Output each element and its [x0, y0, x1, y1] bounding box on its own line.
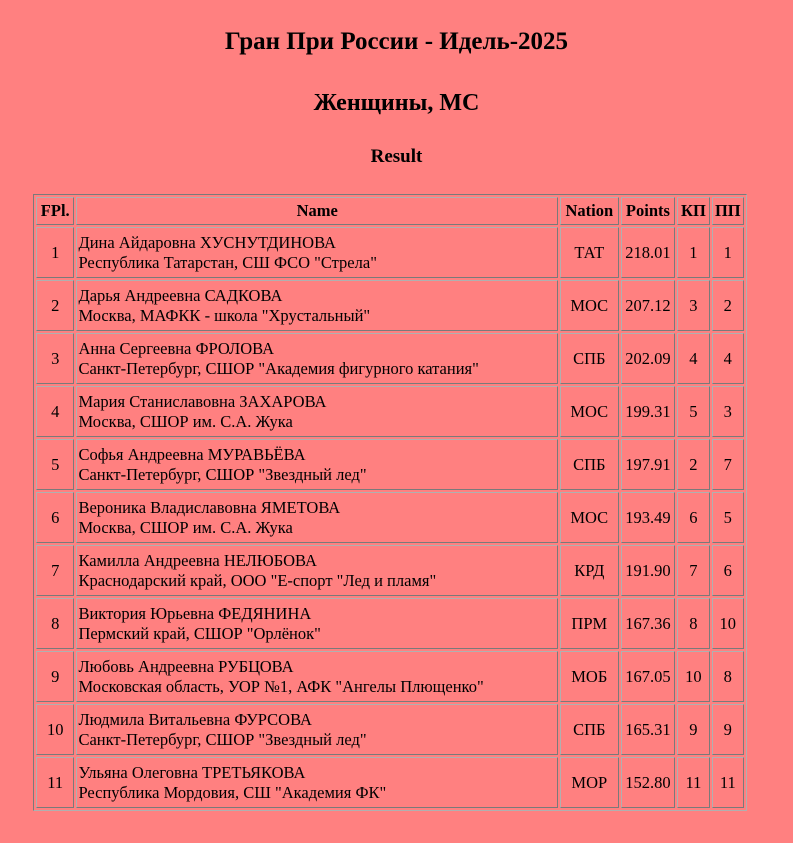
- cell-name: [76, 333, 558, 384]
- section-title: Result: [370, 146, 423, 167]
- skater-name: Софья Андреевна МУРАВЬЁВА: [78, 444, 306, 464]
- cell-pp: 6: [712, 545, 744, 596]
- cell-points: 193.49: [621, 492, 676, 543]
- cell-nation: СПБ: [560, 704, 619, 755]
- cell-kp: 9: [677, 704, 709, 755]
- cell-nation: КРД: [560, 545, 619, 596]
- cell-nation: ПРМ: [560, 598, 619, 649]
- cell-name: [76, 439, 558, 490]
- table-row: [36, 439, 744, 490]
- cell-name: [76, 386, 558, 437]
- cell-pp: 5: [712, 492, 744, 543]
- cell-points: 167.36: [621, 598, 676, 649]
- cell-fpl: 4: [36, 386, 74, 437]
- cell-points: 202.09: [621, 333, 676, 384]
- cell-fpl: 5: [36, 439, 74, 490]
- page-title: Гран При России - Идель-2025: [224, 28, 569, 55]
- cell-name: [76, 492, 558, 543]
- cell-name: [76, 227, 558, 278]
- skater-name: Камилла Андреевна НЕЛЮБОВА: [78, 550, 317, 570]
- cell-points: 167.05: [621, 651, 676, 702]
- category-title: Женщины, МС: [313, 90, 480, 116]
- cell-kp: 6: [677, 492, 709, 543]
- table-row: [36, 704, 744, 755]
- cell-kp: 4: [677, 333, 709, 384]
- cell-fpl: 8: [36, 598, 74, 649]
- cell-kp: 10: [677, 651, 709, 702]
- cell-name: [76, 545, 558, 596]
- table-row: [36, 280, 744, 331]
- table-row: [36, 492, 744, 543]
- table-row: [36, 545, 744, 596]
- cell-points: 199.31: [621, 386, 676, 437]
- cell-kp: 5: [677, 386, 709, 437]
- cell-pp: 9: [712, 704, 744, 755]
- skater-name: Виктория Юрьевна ФЕДЯНИНА: [78, 603, 312, 623]
- cell-kp: 2: [677, 439, 709, 490]
- skater-club: Санкт-Петербург, СШОР "Звездный лед": [78, 464, 367, 484]
- skater-name: Вероника Владиславовна ЯМЕТОВА: [78, 497, 341, 517]
- cell-name: [76, 598, 558, 649]
- skater-name: Мария Станиславовна ЗАХАРОВА: [78, 391, 327, 411]
- cell-kp: 8: [677, 598, 709, 649]
- cell-pp: 2: [712, 280, 744, 331]
- cell-points: 207.12: [621, 280, 676, 331]
- cell-pp: 10: [712, 598, 744, 649]
- cell-points: 191.90: [621, 545, 676, 596]
- cell-nation: СПБ: [560, 333, 619, 384]
- cell-nation: МОБ: [560, 651, 619, 702]
- column-header-fpl: FPl.: [36, 197, 74, 225]
- table-row: [36, 598, 744, 649]
- cell-pp: 7: [712, 439, 744, 490]
- cell-points: 218.01: [621, 227, 676, 278]
- skater-club: Республика Татарстан, СШ ФСО "Стрела": [78, 252, 377, 272]
- cell-pp: 4: [712, 333, 744, 384]
- skater-club: Санкт-Петербург, СШОР "Академия фигурного катания": [78, 358, 479, 378]
- cell-points: 152.80: [621, 757, 676, 808]
- cell-pp: 8: [712, 651, 744, 702]
- skater-club: Москва, МАФКК - школа "Хрустальный": [78, 305, 371, 325]
- skater-name: Людмила Витальевна ФУРСОВА: [78, 709, 312, 729]
- skater-club: Москва, СШОР им. С.А. Жука: [78, 517, 293, 537]
- skater-name: Ульяна Олеговна ТРЕТЬЯКОВА: [78, 762, 306, 782]
- cell-kp: 1: [677, 227, 709, 278]
- cell-name: [76, 651, 558, 702]
- skater-club: Пермский край, СШОР "Орлёнок": [78, 623, 321, 643]
- table-row: [36, 651, 744, 702]
- cell-name: [76, 757, 558, 808]
- table-row: [36, 333, 744, 384]
- cell-nation: ТАТ: [560, 227, 619, 278]
- cell-nation: МОР: [560, 757, 619, 808]
- skater-name: Анна Сергеевна ФРОЛОВА: [78, 338, 275, 358]
- cell-fpl: 1: [36, 227, 74, 278]
- cell-fpl: 11: [36, 757, 74, 808]
- skater-club: Республика Мордовия, СШ "Академия ФК": [78, 782, 387, 802]
- cell-nation: МОС: [560, 492, 619, 543]
- results-table: [33, 194, 747, 811]
- cell-points: 165.31: [621, 704, 676, 755]
- cell-nation: МОС: [560, 280, 619, 331]
- skater-name: Дарья Андреевна САДКОВА: [78, 285, 283, 305]
- column-header-name: Name: [76, 197, 558, 225]
- cell-pp: 11: [712, 757, 744, 808]
- table-row: [36, 386, 744, 437]
- skater-club: Москва, СШОР им. С.А. Жука: [78, 411, 293, 431]
- cell-nation: МОС: [560, 386, 619, 437]
- table-row: [36, 757, 744, 808]
- cell-pp: 3: [712, 386, 744, 437]
- cell-pp: 1: [712, 227, 744, 278]
- cell-fpl: 9: [36, 651, 74, 702]
- table-row: [36, 227, 744, 278]
- column-header-points: Points: [621, 197, 676, 225]
- results-body: [36, 227, 744, 808]
- skater-name: Любовь Андреевна РУБЦОВА: [78, 656, 294, 676]
- cell-kp: 7: [677, 545, 709, 596]
- cell-fpl: 2: [36, 280, 74, 331]
- skater-club: Московская область, УОР №1, АФК "Ангелы Плющенко": [78, 676, 484, 696]
- cell-name: [76, 704, 558, 755]
- cell-fpl: 10: [36, 704, 74, 755]
- skater-club: Санкт-Петербург, СШОР "Звездный лед": [78, 729, 367, 749]
- skater-club: Краснодарский край, ООО "Е-спорт "Лед и пламя": [78, 570, 437, 590]
- cell-kp: 3: [677, 280, 709, 331]
- cell-points: 197.91: [621, 439, 676, 490]
- table-header-row: [36, 197, 744, 225]
- cell-nation: СПБ: [560, 439, 619, 490]
- skater-name: Дина Айдаровна ХУСНУТДИНОВА: [78, 232, 336, 252]
- column-header-nation: Nation: [560, 197, 619, 225]
- cell-fpl: 3: [36, 333, 74, 384]
- cell-fpl: 6: [36, 492, 74, 543]
- cell-fpl: 7: [36, 545, 74, 596]
- cell-name: [76, 280, 558, 331]
- cell-kp: 11: [677, 757, 709, 808]
- column-header-kp: КП: [677, 197, 709, 225]
- column-header-pp: ПП: [712, 197, 744, 225]
